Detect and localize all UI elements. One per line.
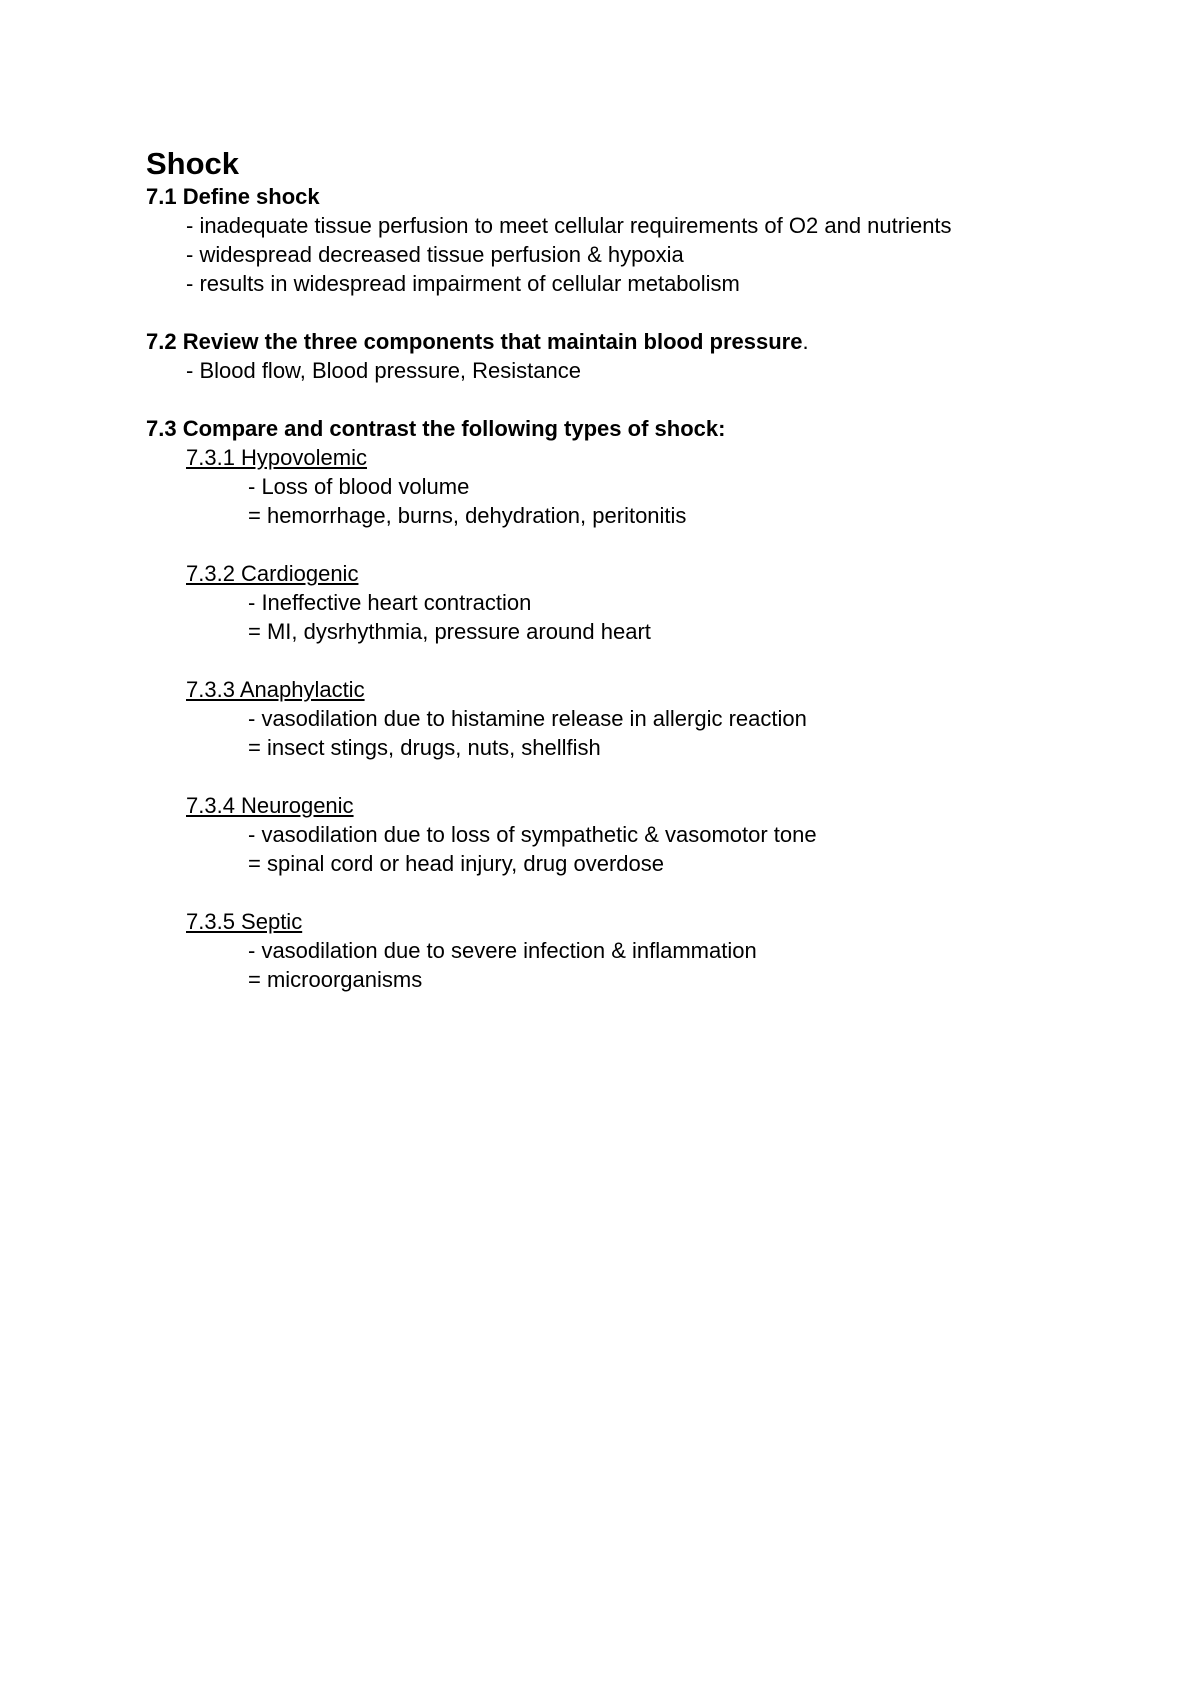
subsection-title: 7.3.1 Hypovolemic [186, 445, 367, 470]
subsection-causes: = spinal cord or head injury, drug overdose [248, 851, 665, 876]
subsection-septic [146, 907, 1106, 994]
spacer [146, 530, 1106, 559]
subsection-neurogenic [146, 791, 1106, 878]
bullet-point: - widespread decreased tissue perfusion & hypoxia [186, 242, 684, 267]
subsection-title: 7.3.2 Cardiogenic [186, 561, 359, 586]
spacer [146, 762, 1106, 791]
spacer [146, 298, 1106, 327]
section-7-1 [146, 182, 1106, 298]
section-heading [146, 327, 1106, 356]
subsection-causes: = MI, dysrhythmia, pressure around heart [248, 619, 651, 644]
spacer [146, 878, 1106, 907]
section-heading: 7.1 Define shock [146, 184, 320, 209]
subsection-description: - Loss of blood volume [248, 474, 470, 499]
subsection-description: - vasodilation due to severe infection & inflammation [248, 938, 757, 963]
subsection-description: - vasodilation due to loss of sympathetic & vasomotor tone [248, 822, 817, 847]
subsection-title: 7.3.4 Neurogenic [186, 793, 354, 818]
bullet-point: - Blood flow, Blood pressure, Resistance [186, 358, 581, 383]
section-heading-trail: . [802, 329, 809, 354]
subsection-description: - Ineffective heart contraction [248, 590, 532, 615]
bullet-point: - inadequate tissue perfusion to meet cellular requirements of O2 and nutrients [186, 213, 952, 238]
subsection-cardiogenic [146, 559, 1106, 646]
section-7-3 [146, 414, 1106, 994]
subsection-causes: = microorganisms [248, 967, 423, 992]
subsection-title: 7.3.5 Septic [186, 909, 303, 934]
subsection-description: - vasodilation due to histamine release in allergic reaction [248, 706, 807, 731]
spacer [146, 646, 1106, 675]
subsection-hypovolemic [146, 443, 1106, 530]
section-heading-text: 7.2 Review the three components that maintain blood pressure [146, 329, 803, 354]
spacer [146, 385, 1106, 414]
bullet-point: - results in widespread impairment of cellular metabolism [186, 271, 740, 296]
document-body [146, 146, 1106, 994]
subsection-causes: = hemorrhage, burns, dehydration, peritonitis [248, 503, 687, 528]
section-7-2 [146, 327, 1106, 385]
subsection-anaphylactic [146, 675, 1106, 762]
section-heading: 7.3 Compare and contrast the following types of shock: [146, 416, 726, 441]
subsection-causes: = insect stings, drugs, nuts, shellfish [248, 735, 601, 760]
subsection-title: 7.3.3 Anaphylactic [186, 677, 365, 702]
document-title: Shock [146, 146, 240, 181]
